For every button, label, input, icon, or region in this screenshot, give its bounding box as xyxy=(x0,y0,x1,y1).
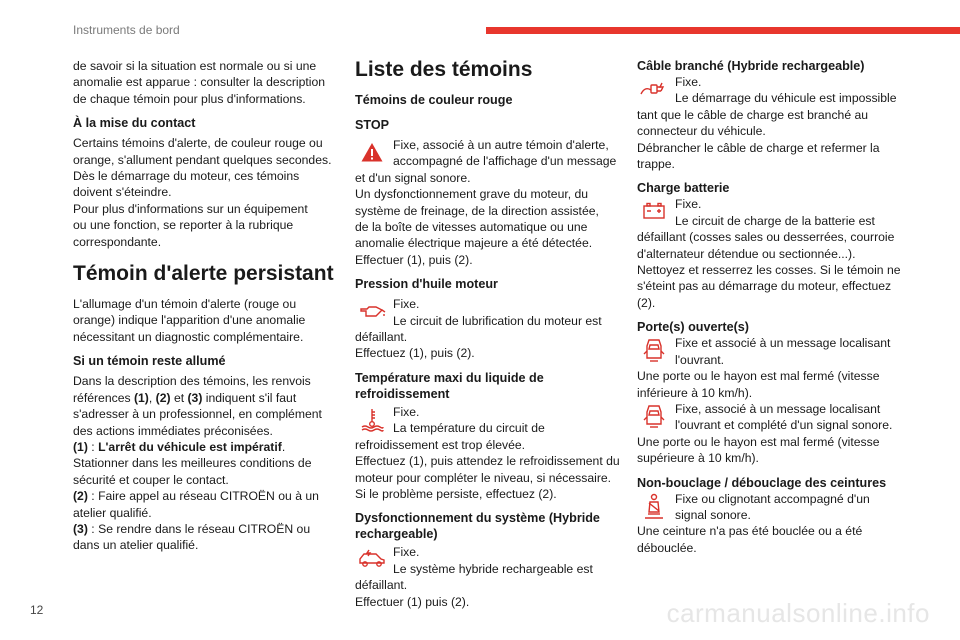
charging-plug-icon xyxy=(637,74,671,104)
entry-title: Pression d'huile moteur xyxy=(355,277,498,292)
oil-can-icon xyxy=(355,296,389,326)
entry-title: Non-bouclage / débouclage des ceintures xyxy=(637,475,887,490)
entry-huile: Pression d'huile moteur Fixe. Le circuit de lubrification du moteur est défaillant. Effectuez (1), puis (2). xyxy=(355,276,623,362)
entry-ceinture: Non-bouclage / débouclage des ceintures Fixe ou clignotant accompagné d'un signal sonore. Une ceinture n'a pas été bouclée ou a été débouclée. xyxy=(637,475,905,557)
persist-paragraph: L'allumage d'un témoin d'alerte (rouge ou orange) indique l'apparition d'une anomalie nécessitant un diagnostic complémentaire. xyxy=(73,297,306,344)
entry-hybride: Dysfonctionnement du système (Hybride rechargeable) Fixe. Le système hybride rechargeable est défaillant. Effectuer (1) puis (2). xyxy=(355,510,623,610)
column-right xyxy=(637,58,905,556)
warning-triangle-icon xyxy=(355,137,389,167)
column-middle xyxy=(355,58,623,610)
entry-title: Porte(s) ouverte(s) xyxy=(637,320,749,335)
page-number: 12 xyxy=(30,603,44,617)
column-left xyxy=(73,58,335,554)
section-title: Instruments de bord xyxy=(73,23,180,37)
entry-title: Câble branché (Hybride rechargeable) xyxy=(637,59,865,73)
entry-title: Charge batterie xyxy=(637,181,730,196)
heading-mise-du-contact: À la mise du contact xyxy=(73,116,196,131)
entry-title: Température maxi du liquide de refroidissement xyxy=(355,370,544,401)
heading-temoin-persistant: Témoin d'alerte persistant xyxy=(73,262,334,286)
watermark: carmanualsonline.info xyxy=(666,598,930,628)
entry-temperature: Température maxi du liquide de refroidissement Fixe. La température du circuit de refroidissement est trop élevée. Effectuez (1), puis attendez le refroidissement du moteur pour compléter le niveau, si nécessaire. Si le problème persiste, effectuez (2). xyxy=(355,370,623,502)
entry-title: Dysfonctionnement du système (Hybride rechargeable) xyxy=(355,511,600,542)
entry-stop: STOP Fixe, associé à un autre témoin d'alerte, accompagné de l'affichage d'un message et d'un signal sonore. Un dysfonctionnement grave du moteur, du système de freinage, de la direction assistée, de la boîte de vitesses automatique ou une anomalie électrique majeure a été détectée. Effectuer (1), puis (2). xyxy=(355,117,623,268)
entry-portes: Porte(s) ouverte(s) Fixe et associé à un message localisant l'ouvrant. Une porte ou le hayon est mal fermé (vitesse inférieure à 10 km/h). Fixe, associé à un message localisant l'ouvrant et complété d'un signal sonore. Une porte ou le hayon est mal fermé (vitesse supérieure à 10 km/h). xyxy=(637,319,905,466)
coolant-temperature-icon xyxy=(355,404,389,434)
mise-paragraph: Certains témoins d'alerte, de couleur rouge ou orange, s'allument pendant quelques secondes. Dès le démarrage du moteur, ces témoins doivent s'éteindre. Pour plus d'informations sur un équipement ou une fonction, se reporter à la rubrique correspondante. xyxy=(73,136,332,249)
heading-temoin-reste-allume: Si un témoin reste allumé xyxy=(73,354,226,369)
header-accent-bar xyxy=(486,27,960,34)
heading-liste-temoins: Liste des témoins xyxy=(355,58,533,81)
intro-paragraph: de savoir si la situation est normale ou si une anomalie est apparue : consulter la description de chaque témoin pour plus d'informations. xyxy=(73,59,326,106)
battery-icon xyxy=(637,196,671,226)
open-door-icon xyxy=(637,401,671,431)
heading-temoins-rouges: Témoins de couleur rouge xyxy=(355,93,513,107)
seatbelt-icon xyxy=(637,491,671,521)
open-door-icon xyxy=(637,335,671,365)
entry-title: STOP xyxy=(355,118,390,132)
entry-cable: Câble branché (Hybride rechargeable) Fixe. Le démarrage du véhicule est impossible tant que le câble de charge est branché au connecteur du véhicule. Débrancher le câble de charge et refermer la trappe. xyxy=(637,58,905,172)
hybrid-car-icon xyxy=(355,544,389,574)
reste-paragraph: Dans la description des témoins, les renvois références (1), (2) et (3) indiquent s'il faut s'adresser à un professionnel, en complément des actions immédiates préconisées. (1) : L'arrêt du véhicule est impératif. Stationner dans les meilleures conditions de sécurité et couper le contact. (2) : Faire appel au réseau CITROËN ou à un atelier qualifié. (3) : Se rendre dans le réseau CITROËN ou dans un atelier qualifié. xyxy=(73,374,322,553)
entry-batterie: Charge batterie Fixe. Le circuit de charge de la batterie est défaillant (cosses sales ou desserrées, courroie d'alternateur détendue ou sectionnée...). Nettoyez et resserrez les cosses. Si le témoin ne s'éteint pas au démarrage du moteur, effectuez (2). xyxy=(637,180,905,311)
